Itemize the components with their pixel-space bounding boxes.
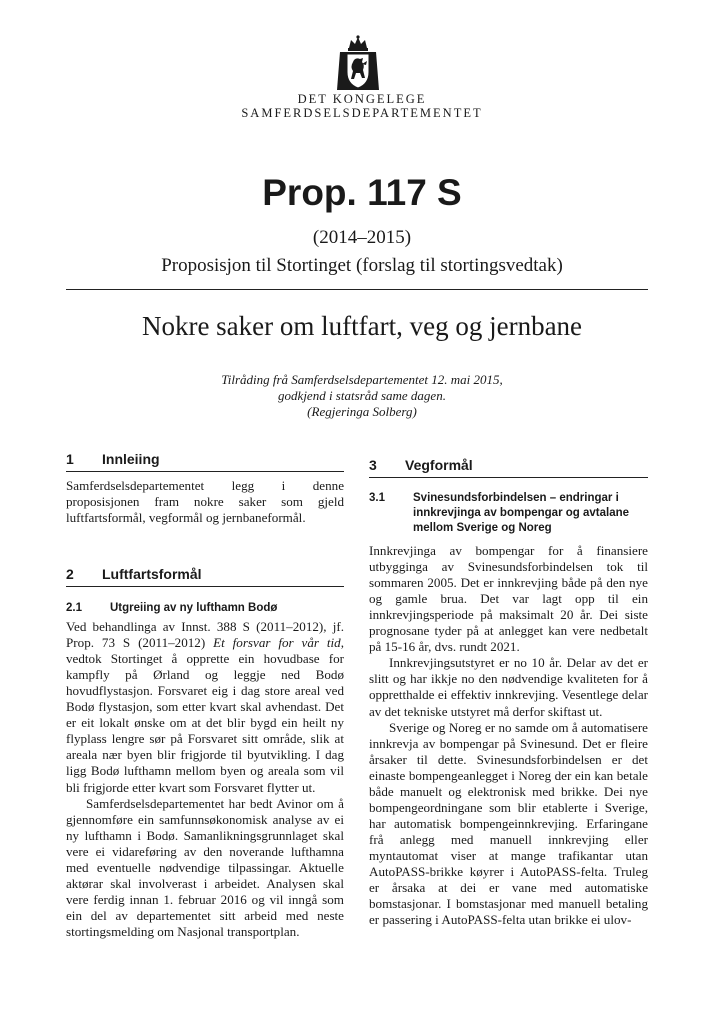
subsection-number: 2.1 [66,602,82,615]
recommendation-line3: (Regjeringa Solberg) [307,404,417,419]
subsection-number: 3.1 [369,492,385,505]
section-2-1-paragraph-1 [66,619,344,796]
department-name-line1: DET KONGELEGE [297,92,427,106]
section-1-body: Samferdselsdepartementet legg i denne proposisjonen fram nokre saker som gjeld luftfartsformål, vegformål og jernbaneformål. [66,478,344,526]
paragraph-text: , vedtok Stortinget å opprette ein hovudbase for kampfly på Ørland og leggje ned Bodø hovudflystasjon. Forsvaret eig i dag store areal ved Bodø flystasjon, som etter kvart skal avhendast. Det er eit lokalt ønske om at det blir bygd ein heilt ny flyplass lengre sør på Forsvaret sitt område, slik at areala nær byen blir frigjorde til byutvikling. I dag ligg Bodø lufthamn mellom byen og areala som vil bli frigjorde etter kvart som Forsvaret flytter ut. [66,635,344,795]
section-3-1-paragraph-3: Sverige og Noreg er no samde om å automatisere innkrevja av bompengar på Svinesund. Det er fleire årsaker til dette. Svinesundsforbindelsen er det einaste bompengeanlegget i Noreg der ein kan betale både manuelt og elektronisk med brikke. Dei nye bompengeordningane som blir etablerte i Sverige, har automatisk bompengeinnkrevjing. Erfaringane frå anlegg med manuell innkrevjing eller myntautomat viser at mange trafikantar utan AutoPASS-brikke køyrer i AutoPASS-felta. Truleg er årsaka at dei er vane med automatiske bomstasjonar. I bomstasjonar med manuell betaling er passering i AutoPASS-felta utan brikke ei ulov- [369,719,648,928]
royal-coat-of-arms-icon [336,34,380,92]
section-2 [66,566,344,940]
section-title: Luftfartsformål [102,566,202,582]
subsection-heading [369,491,648,536]
recommendation-line2: godkjend i statsråd same dagen. [278,388,446,403]
section-title: Vegformål [405,457,473,473]
section-heading [66,566,344,587]
report-title-reference: Et forsvar for vår tid [213,635,341,651]
department-name-line2: SAMFERDSELSDEPARTEMENTET [241,106,483,120]
recommendation-block [0,372,724,420]
proposition-number: Prop. 117 S [262,172,462,213]
section-number: 1 [66,451,74,467]
proposition-type: Proposisjon til Stortinget (forslag til stortingsvedtak) [161,255,563,276]
subsection-title: Svinesundsforbindelsen – endringar i innkrevjinga av bompengar og avtalane mellom Sverige og Noreg [413,492,630,535]
section-2-1-paragraph-2: Samferdselsdepartementet har bedt Avinor om å gjennomføre ein samfunnsøkonomisk analyse av ei ny lufthamn i Bodø. Samanlikningsgrunnlaget skal vere ei vidareføring av den noverande lufthamna med eventuelle nødvendige tilpassingar. Aktuelle aktørar skal involverast i arbeidet. Analysen skal vere ferdig innan 1. februar 2016 og vil inngå som ein del av departementet sitt arbeid med neste stortingsmelding om Nasjonal transportplan. [66,795,344,939]
section-heading [66,451,344,472]
section-number: 2 [66,566,74,582]
subsection-title: Utgreiing av ny lufthamn Bodø [110,602,278,615]
recommendation-line1: Tilråding frå Samferdselsdepartementet 12. mai 2015, [221,372,503,387]
section-3 [369,457,648,928]
section-heading [369,457,648,478]
section-number: 3 [369,457,377,473]
section-1 [66,451,344,526]
subsection-heading [66,601,344,616]
session-period: (2014–2015) [312,227,412,248]
paragraph-text: Ved behandlinga av Innst. 388 S (2011–2012), jf. Prop. 73 S (2011–2012) [66,619,344,651]
section-3-1-paragraph-1: Innkrevjinga av bompengar for å finansiere utbygginga av Svinesundsforbindelsen tok til sommaren 2005. Det er innkrevjing både på den nye og gamle brua. Det var lagt opp til ein innkrevjingsperiode på maksimalt 20 år. Dei siste prognosane tyder på at anlegget kan vere nedbetalt på 15-16 år, dvs. rundt 2021. [369,543,648,655]
section-title: Innleiing [102,451,160,467]
title-divider [66,289,648,290]
document-title: Nokre saker om luftfart, veg og jernbane [141,311,583,341]
section-3-1-paragraph-2: Innkrevjingsutstyret er no 10 år. Delar av det er slitt og har ikkje no den nødvendige kvaliteten for å oppretthalde ei effektiv innkrevjing. Vesentlege delar av det tekniske utstyret må derfor skiftast ut. [369,655,648,719]
